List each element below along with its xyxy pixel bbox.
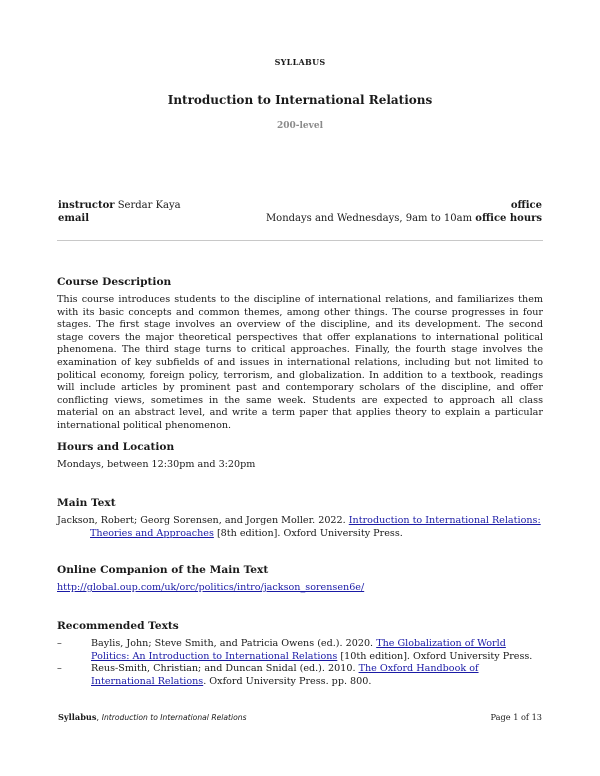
main-text-edition: [8th edition]. Oxford University Press. [216,527,403,539]
list-dash: – [57,638,62,649]
recommended-edition: . Oxford University Press. pp. 800. [203,675,372,687]
office-hours-line [266,212,542,225]
list-item [57,663,543,688]
main-text-authors: Jackson, Robert; Georg Sorensen, and Jorgen Moller. 2022. [57,515,346,526]
office-hours-label: office hours [475,213,542,224]
recommended-authors: Reus-Smith, Christian; and Duncan Snidal (ed.). 2010. [91,663,356,675]
office-line [511,199,542,212]
section-heading: Recommended Texts [57,620,179,632]
section-hours-location [57,441,543,472]
footer-label: Syllabus [58,712,97,722]
instructor-label: instructor [58,200,115,211]
section-recommended-texts [57,620,543,688]
page-number: Page 1 of 13 [490,712,542,722]
instructor-line [58,199,181,212]
instructor-name: Serdar Kaya [117,200,181,211]
section-course-description [57,276,543,433]
main-text-link[interactable]: Introduction to International Relations: Theories and Approaches [90,515,541,539]
recommended-edition: [10th edition]. Oxford University Press. [340,650,533,662]
section-main-text [57,497,543,540]
recommended-link[interactable]: The Oxford Handbook of International Relations [91,663,479,687]
recommended-link[interactable]: The Globalization of World Politics: An Introduction to International Relations [91,638,506,662]
companion-link[interactable]: http://global.oup.com/uk/orc/politics/intro/jackson_sorensen6e/ [57,582,365,593]
hours-location-text: Mondays, between 12:30pm and 3:20pm [57,459,256,470]
section-heading: Course Description [57,276,172,288]
main-text-reference [57,515,543,540]
section-heading: Main Text [57,497,116,509]
recommended-authors: Baylis, John; Steve Smith, and Patricia Owens (ed.). 2020. [91,638,374,649]
course-level: 200-level [276,121,324,131]
header-divider [57,240,543,241]
course-description-text: This course introduces students to the discipline of international relations, and familiarizes them with its basic concepts and common themes, among other things. The course progresses in four stages. The first stage involves an overview of the discipline, and its development. The second stage covers the major theoretical perspectives that offer explanations to international political phenomena. The third stage turns to critical approaches. Finally, the fourth stage involves the examination of key subfields of and issues in international relations, including but not limited to political economy, foreign policy, terrorism, and globalization. In addition to a textbook, readings will include articles by prominent past and contemporary scholars of the discipline, and offer conflicting views, sometimes in the same week. Students are expected to approach all class material on an abstract level, and write a term paper that applies theory to explain a particular international political phenomenon. [57,294,543,431]
email-label: email [58,213,90,224]
document-kicker: SYLLABUS [274,57,326,67]
office-label: office [510,200,542,211]
footer-subtitle: Introduction to International Relations [101,713,247,722]
section-online-companion [57,564,543,595]
document-title: Introduction to International Relations [167,93,433,107]
office-hours-value: Mondays and Wednesdays, 9am to 10am [265,213,473,224]
footer-left: Syllabus, Introduction to International Relations [58,712,247,722]
section-heading: Hours and Location [57,441,175,453]
section-heading: Online Companion of the Main Text [57,564,269,576]
email-line [58,212,89,225]
list-dash: – [57,663,62,675]
list-item [57,638,543,663]
